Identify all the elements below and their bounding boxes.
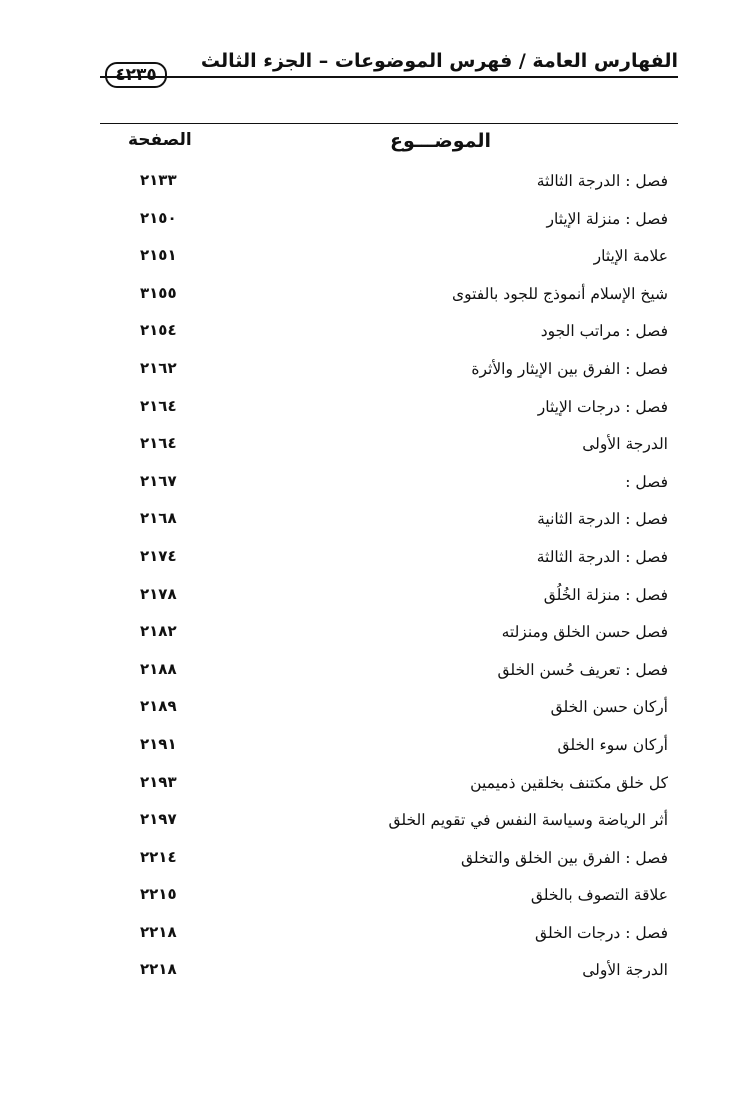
- row-page-number: ٢١٨٨: [140, 659, 177, 678]
- row-page-number: ٢١٦٤: [140, 434, 177, 453]
- table-row: [100, 279, 668, 317]
- row-subject: فصل : الدرجة الثالثة: [536, 172, 668, 190]
- row-subject: علاقة التصوف بالخلق: [530, 886, 668, 905]
- table-row: [100, 655, 668, 693]
- row-subject: فصل : الدرجة الثالثة: [536, 547, 668, 566]
- row-page-number: ٢١٩٧: [140, 810, 177, 829]
- table-row: [100, 204, 668, 242]
- table-row: [100, 768, 668, 806]
- row-page-number: ٢٢١٤: [140, 847, 177, 866]
- table-row: [100, 354, 668, 392]
- row-subject: الدرجة الأولى: [582, 435, 668, 454]
- row-page-number: ٢١٦٢: [140, 358, 177, 377]
- row-page-number: ٢١٩٣: [140, 772, 177, 791]
- row-subject: فصل : مراتب الجود: [540, 322, 668, 341]
- row-subject: فصل : الفرق بين الخلق والتخلق: [460, 848, 668, 867]
- column-header-subject: الموضـــوع: [389, 130, 491, 152]
- row-page-number: ٢١٣٣: [140, 171, 177, 189]
- row-subject: فصل : الدرجة الثانية: [537, 510, 668, 529]
- table-top-rule: [100, 123, 678, 124]
- row-subject: أثر الرياضة وسياسة النفس في تقويم الخلق: [388, 811, 668, 830]
- running-title: الفهارس العامة / فهرس الموضوعات – الجزء الثالث: [200, 50, 678, 72]
- row-page-number: ٢١٦٨: [140, 509, 177, 528]
- row-subject: فصل : منزلة الإيثار: [546, 209, 668, 228]
- table-row: [100, 692, 668, 730]
- table-row: [100, 392, 668, 430]
- row-subject: أركان سوء الخلق: [557, 735, 668, 754]
- header-rule: [100, 76, 678, 78]
- row-page-number: ٢٢١٥: [140, 885, 177, 904]
- row-page-number: ٢١٦٤: [140, 396, 177, 415]
- row-page-number: ٢١٩١: [140, 734, 177, 753]
- table-row: [100, 467, 668, 505]
- table-row: [100, 918, 668, 956]
- page-number: ٤٢٣٥: [115, 65, 157, 85]
- row-page-number: ٢١٧٤: [140, 546, 177, 565]
- table-row: [100, 880, 668, 918]
- row-page-number: ٢١٥٠: [140, 208, 177, 227]
- row-subject: أركان حسن الخلق: [550, 698, 668, 717]
- table-row: [100, 580, 668, 618]
- row-subject: فصل : درجات الإيثار: [537, 397, 668, 416]
- table-row: [100, 166, 668, 204]
- table-row: [100, 542, 668, 580]
- row-subject: كل خلق مكتنف بخلقين ذميمين: [470, 773, 668, 792]
- row-page-number: ٣١٥٥: [140, 283, 177, 302]
- page-header: [100, 42, 678, 88]
- row-subject: الدرجة الأولى: [582, 961, 668, 980]
- table-row: [100, 730, 668, 768]
- table-row: [100, 843, 668, 881]
- row-subject: فصل حسن الخلق ومنزلته: [501, 623, 668, 642]
- table-row: [100, 504, 668, 542]
- table-row: [100, 316, 668, 354]
- row-page-number: ٢١٨٢: [140, 622, 177, 641]
- row-subject: فصل : تعريف حُسن الخلق: [497, 660, 668, 679]
- table-row: [100, 429, 668, 467]
- row-page-number: ٢١٦٧: [140, 471, 177, 490]
- row-page-number: ٢٢١٨: [140, 922, 177, 941]
- row-page-number: ٢١٥١: [140, 246, 177, 265]
- row-subject: شيخ الإسلام أنموذج للجود بالفتوى: [451, 284, 668, 303]
- page-number-badge: [105, 62, 167, 88]
- row-subject: فصل : درجات الخلق: [535, 923, 668, 942]
- row-subject: فصل : منزلة الخُلُق: [543, 585, 668, 604]
- table-row: [100, 805, 668, 843]
- row-subject: فصل :: [625, 472, 668, 491]
- row-subject: علامة الإيثار: [593, 247, 668, 266]
- table-row: [100, 241, 668, 279]
- row-subject: فصل : الفرق بين الإيثار والأثرة: [471, 359, 668, 378]
- row-page-number: ٢١٨٩: [140, 697, 177, 716]
- row-page-number: ٢١٥٤: [140, 321, 177, 340]
- row-page-number: ٢٢١٨: [140, 960, 177, 979]
- index-table: [100, 166, 668, 993]
- column-header-page: الصفحة: [128, 130, 192, 150]
- table-row: [100, 617, 668, 655]
- row-page-number: ٢١٧٨: [140, 584, 177, 603]
- table-row: [100, 955, 668, 993]
